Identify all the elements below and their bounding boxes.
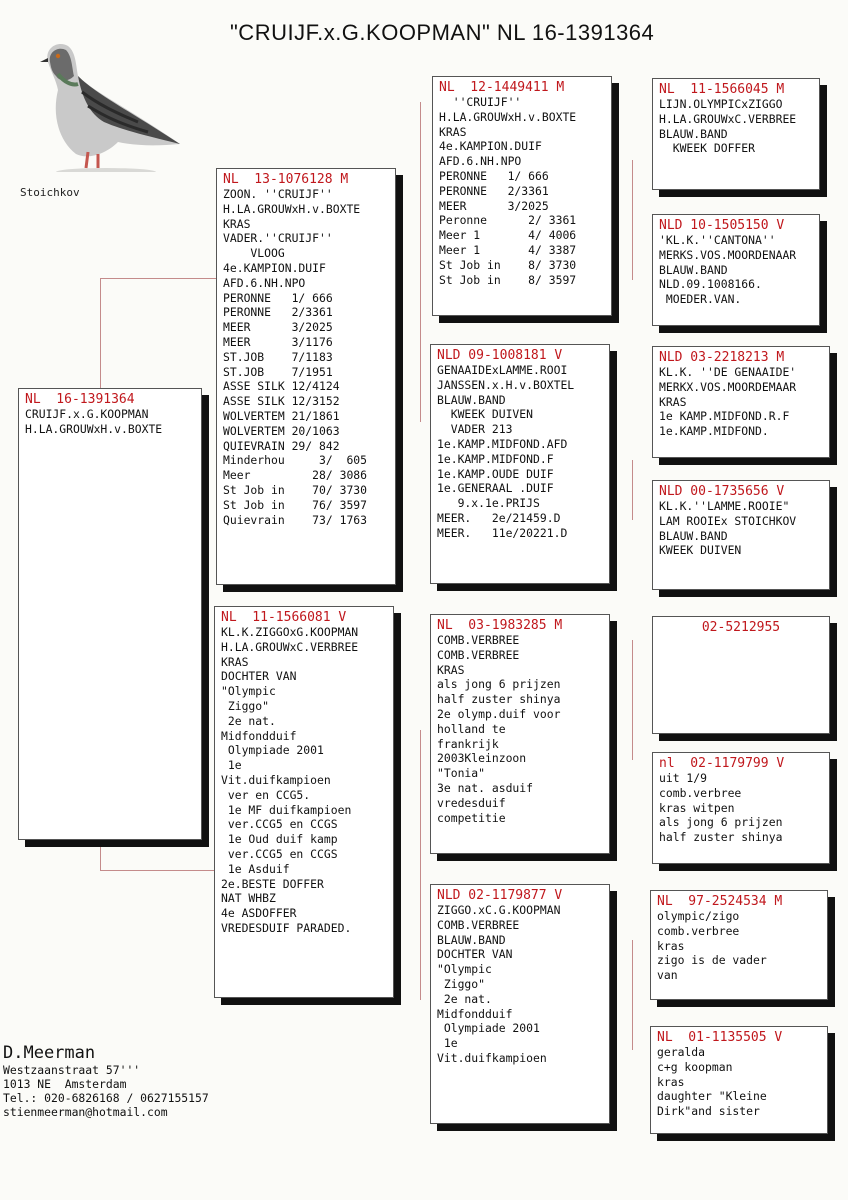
ring-number: NLD 09-1008181 V [437,348,563,363]
connector [632,640,633,760]
paternal-grandmother-card: NLD 09-1008181 V GENAAIDExLAMME.ROOI JANSSEN.x.H.v.BOXTEL BLAUW.BAND KWEEK DUIVEN VADER 213 1e.KAMP.MIDFOND.AFD 1e.KAMP.MIDFOND.F 1e.KAMP.OUDE DUIF 1e.GENERAAL .DUIF 9.x.1e.PRIJS MEER. 2e/21459.D MEER. 11e/20221.D [430,344,610,584]
mother-card: NL 11-1566081 V KL.K.ZIGGOxG.KOOPMAN H.LA.GROUWxC.VERBREE KRAS DOCHTER VAN "Olympic Ziggo" 2e nat. Midfondduif Olympiade 2001 1e Vit.duifkampioen ver en CCG5. 1e MF duifkampioen ver.CCG5 en CCGS 1e Oud duif kamp ver.CCG5 en CCGS 1e Asduif 2e.BESTE DOFFER NAT WHBZ 4e ASDOFFER VREDESDUIF PARADED. [214,606,394,998]
paternal-grandfather-card: NL 12-1449411 M ''CRUIJF'' H.LA.GROUWxH.v.BOXTE KRAS 4e.KAMPION.DUIF AFD.6.NH.NPO PERONNE 1/ 666 PERONNE 2/3361 MEER 3/2025 Peronne 2/ 3361 Meer 1 4/ 4006 Meer 1 4/ 3387 St Job in 8/ 3730 St Job in 8/ 3597 [432,76,612,316]
ring-number: NL 03-1983285 M [437,618,563,633]
connector [632,940,633,1050]
owner-phone: Tel.: 020-6826168 / 0627155157 [3,1091,209,1105]
great-grandparent-card: NL 11-1566045 M LIJN.OLYMPICxZIGGO H.LA.GROUWxC.VERBREE BLAUW.BAND KWEEK DOFFER [652,78,820,190]
connector [100,842,101,870]
connector [632,460,633,520]
ring-number: NLD 00-1735656 V [659,484,785,499]
ring-number: NL 13-1076128 M [223,172,349,187]
great-grandparent-card [652,616,830,734]
connector [420,102,421,422]
owner-address: Westzaanstraat 57''' [3,1063,141,1077]
photo-caption: Stoichkov [20,186,80,199]
great-grandparent-card: NLD 10-1505150 V 'KL.K.''CANTONA'' MERKS.VOS.MOORDENAAR BLAUW.BAND NLD.09.1008166. MOEDER.VAN. [652,214,820,326]
ring-number: NL 01-1135505 V [657,1030,783,1045]
ring-number: NL 16-1391364 [25,392,135,407]
owner-email: stienmeerman@hotmail.com [3,1105,168,1119]
owner-name: D.Meerman [3,1043,96,1063]
connector [100,870,220,871]
ring-number: NLD 02-1179877 V [437,888,563,903]
pedigree-title: "CRUIJF.x.G.KOOPMAN" NL 16-1391364 [230,20,655,45]
ring-number: 02-5212955 [701,620,781,635]
ring-number: NL 11-1566045 M [659,82,785,97]
ring-number: NL 11-1566081 V [221,610,347,625]
great-grandparent-card: NL 01-1135505 V geralda c+g koopman kras daughter "Kleine Dirk"and sister [650,1026,828,1134]
ring-number: NLD 10-1505150 V [659,218,785,233]
great-grandparent-card: NL 97-2524534 M olympic/zigo comb.verbree kras zigo is de vader van [650,890,828,1000]
connector [100,278,222,279]
maternal-grandfather-card: NL 03-1983285 M COMB.VERBREE COMB.VERBREE KRAS als jong 6 prijzen half zuster shinya 2e olymp.duif voor holland te frankrijk 2003Kleinzoon "Tonia" 3e nat. asduif vredesduif competitie [430,614,610,854]
owner-info [3,1043,209,1119]
ring-number: NL 97-2524534 M [657,894,783,909]
ring-number: NL 12-1449411 M [439,80,565,95]
maternal-grandmother-card: NLD 02-1179877 V ZIGGO.xC.G.KOOPMAN COMB.VERBREE BLAUW.BAND DOCHTER VAN "Olympic Ziggo" 2e nat. Midfondduif Olympiade 2001 1e Vit.duifkampioen [430,884,610,1124]
connector [100,278,101,394]
owner-city: 1013 NE Amsterdam [3,1077,127,1091]
ring-number: nl 02-1179799 V [659,756,785,771]
connector [420,730,421,1000]
father-card: NL 13-1076128 M ZOON. ''CRUIJF'' H.LA.GROUWxH.v.BOXTE KRAS VADER.''CRUIJF'' VLOOG 4e.KAMPION.DUIF AFD.6.NH.NPO PERONNE 1/ 666 PERONNE 2/3361 MEER 3/2025 MEER 3/1176 ST.JOB 7/1183 ST.JOB 7/1951 ASSE SILK 12/4124 ASSE SILK 12/3152 WOLVERTEM 21/1861 WOLVERTEM 20/1063 QUIEVRAIN 29/ 842 Minderhou 3/ 605 Meer 28/ 3086 St Job in 70/ 3730 St Job in 76/ 3597 Quievrain 73/ 1763 [216,168,396,585]
pigeon-photo [18,22,183,172]
subject-card: NL 16-1391364 CRUIJF.x.G.KOOPMAN H.LA.GROUWxH.v.BOXTE [18,388,202,840]
ring-number: NLD 03-2218213 M [659,350,785,365]
great-grandparent-card: NLD 03-2218213 M KL.K. ''DE GENAAIDE' MERKX.VOS.MOORDEMAAR KRAS 1e KAMP.MIDFOND.R.F 1e.KAMP.MIDFOND. [652,346,830,458]
great-grandparent-card: NLD 00-1735656 V KL.K.''LAMME.ROOIE" LAM ROOIEx STOICHKOV BLAUW.BAND KWEEK DUIVEN [652,480,830,590]
great-grandparent-card: nl 02-1179799 V uit 1/9 comb.verbree kras witpen als jong 6 prijzen half zuster shinya [652,752,830,864]
connector [632,160,633,280]
